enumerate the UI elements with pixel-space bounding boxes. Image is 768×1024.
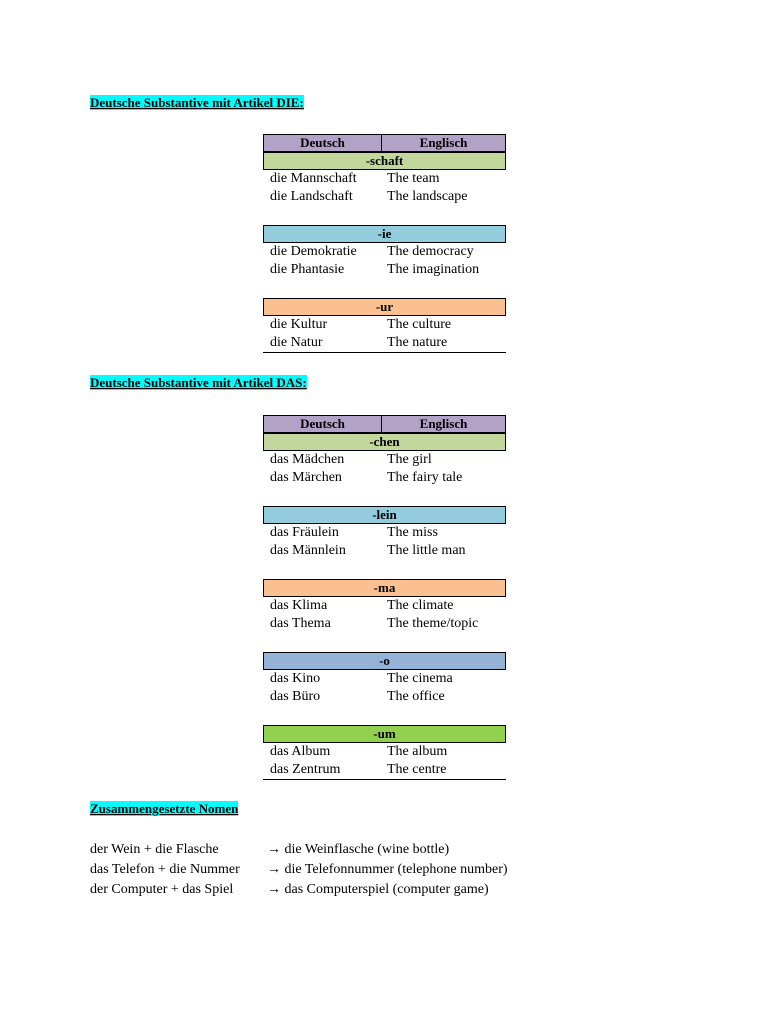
- table-row: [263, 615, 506, 633]
- suffix-band: -lein: [263, 506, 506, 524]
- german-word: die Kultur: [270, 317, 328, 332]
- english-word: The fairy tale: [387, 470, 463, 485]
- german-word: das Fräulein: [270, 525, 339, 540]
- table-row: [263, 761, 506, 780]
- table-row: [263, 542, 506, 560]
- english-word: The democracy: [387, 244, 474, 259]
- german-word: das Mädchen: [270, 452, 345, 467]
- german-word: die Phantasie: [270, 262, 345, 277]
- table-row: [263, 597, 506, 615]
- german-word: das Klima: [270, 598, 328, 613]
- german-word: das Thema: [270, 616, 331, 631]
- english-word: The climate: [387, 598, 454, 613]
- german-word: das Männlein: [270, 543, 346, 558]
- german-word: die Demokratie: [270, 244, 357, 259]
- table-row: [263, 170, 506, 188]
- table-row: [263, 670, 506, 688]
- suffix-band: -ma: [263, 579, 506, 597]
- table-row: [263, 243, 506, 261]
- compound-list: [90, 840, 508, 900]
- german-word: das Album: [270, 744, 331, 759]
- table-row: [263, 334, 506, 353]
- compound-parts: das Telefon + die Nummer: [90, 862, 240, 877]
- table-row: [263, 451, 506, 469]
- english-word: The theme/topic: [387, 616, 479, 631]
- english-word: The landscape: [387, 189, 468, 204]
- english-word: The nature: [387, 335, 448, 350]
- german-word: das Märchen: [270, 470, 342, 485]
- suffix-band: -ie: [263, 225, 506, 243]
- suffix-band: -ur: [263, 298, 506, 316]
- table-row: [263, 743, 506, 761]
- german-word: die Natur: [270, 335, 323, 350]
- suffix-band: -o: [263, 652, 506, 670]
- table-row: [263, 469, 506, 487]
- german-word: die Landschaft: [270, 189, 353, 204]
- suffix-band: -um: [263, 725, 506, 743]
- compound-parts: der Computer + das Spiel: [90, 882, 234, 897]
- header-englisch: Englisch: [381, 416, 505, 432]
- table-row: [263, 688, 506, 706]
- table-row: [263, 261, 506, 279]
- english-word: The office: [387, 689, 445, 704]
- german-word: das Kino: [270, 671, 321, 686]
- section-die-title: Deutsche Substantive mit Artikel DIE:: [90, 95, 304, 110]
- german-word: das Büro: [270, 689, 321, 704]
- table-das: [263, 415, 506, 780]
- compound-result: → das Computerspiel (computer game): [267, 882, 489, 897]
- german-word: das Zentrum: [270, 762, 341, 777]
- english-word: The album: [387, 744, 448, 759]
- table-header: [263, 134, 506, 152]
- suffix-band: -chen: [263, 433, 506, 451]
- german-word: die Mannschaft: [270, 171, 357, 186]
- list-item: [90, 840, 508, 860]
- section-das-title: Deutsche Substantive mit Artikel DAS:: [90, 375, 307, 390]
- english-word: The cinema: [387, 671, 453, 686]
- table-header: [263, 415, 506, 433]
- compound-parts: der Wein + die Flasche: [90, 842, 219, 857]
- header-englisch: Englisch: [381, 135, 505, 151]
- english-word: The centre: [387, 762, 447, 777]
- table-row: [263, 188, 506, 206]
- english-word: The miss: [387, 525, 438, 540]
- compound-result: → die Weinflasche (wine bottle): [267, 842, 450, 857]
- list-item: [90, 860, 508, 880]
- english-word: The imagination: [387, 262, 480, 277]
- english-word: The girl: [387, 452, 432, 467]
- compound-result: → die Telefonnummer (telephone number): [267, 862, 508, 877]
- english-word: The culture: [387, 317, 452, 332]
- suffix-band: -schaft: [263, 152, 506, 170]
- table-die: [263, 134, 506, 353]
- section-compound-title: Zusammengesetzte Nomen: [90, 801, 239, 816]
- list-item: [90, 880, 508, 900]
- header-deutsch: Deutsch: [300, 135, 345, 150]
- english-word: The team: [387, 171, 440, 186]
- english-word: The little man: [387, 543, 466, 558]
- table-row: [263, 524, 506, 542]
- table-row: [263, 316, 506, 334]
- header-deutsch: Deutsch: [300, 416, 345, 431]
